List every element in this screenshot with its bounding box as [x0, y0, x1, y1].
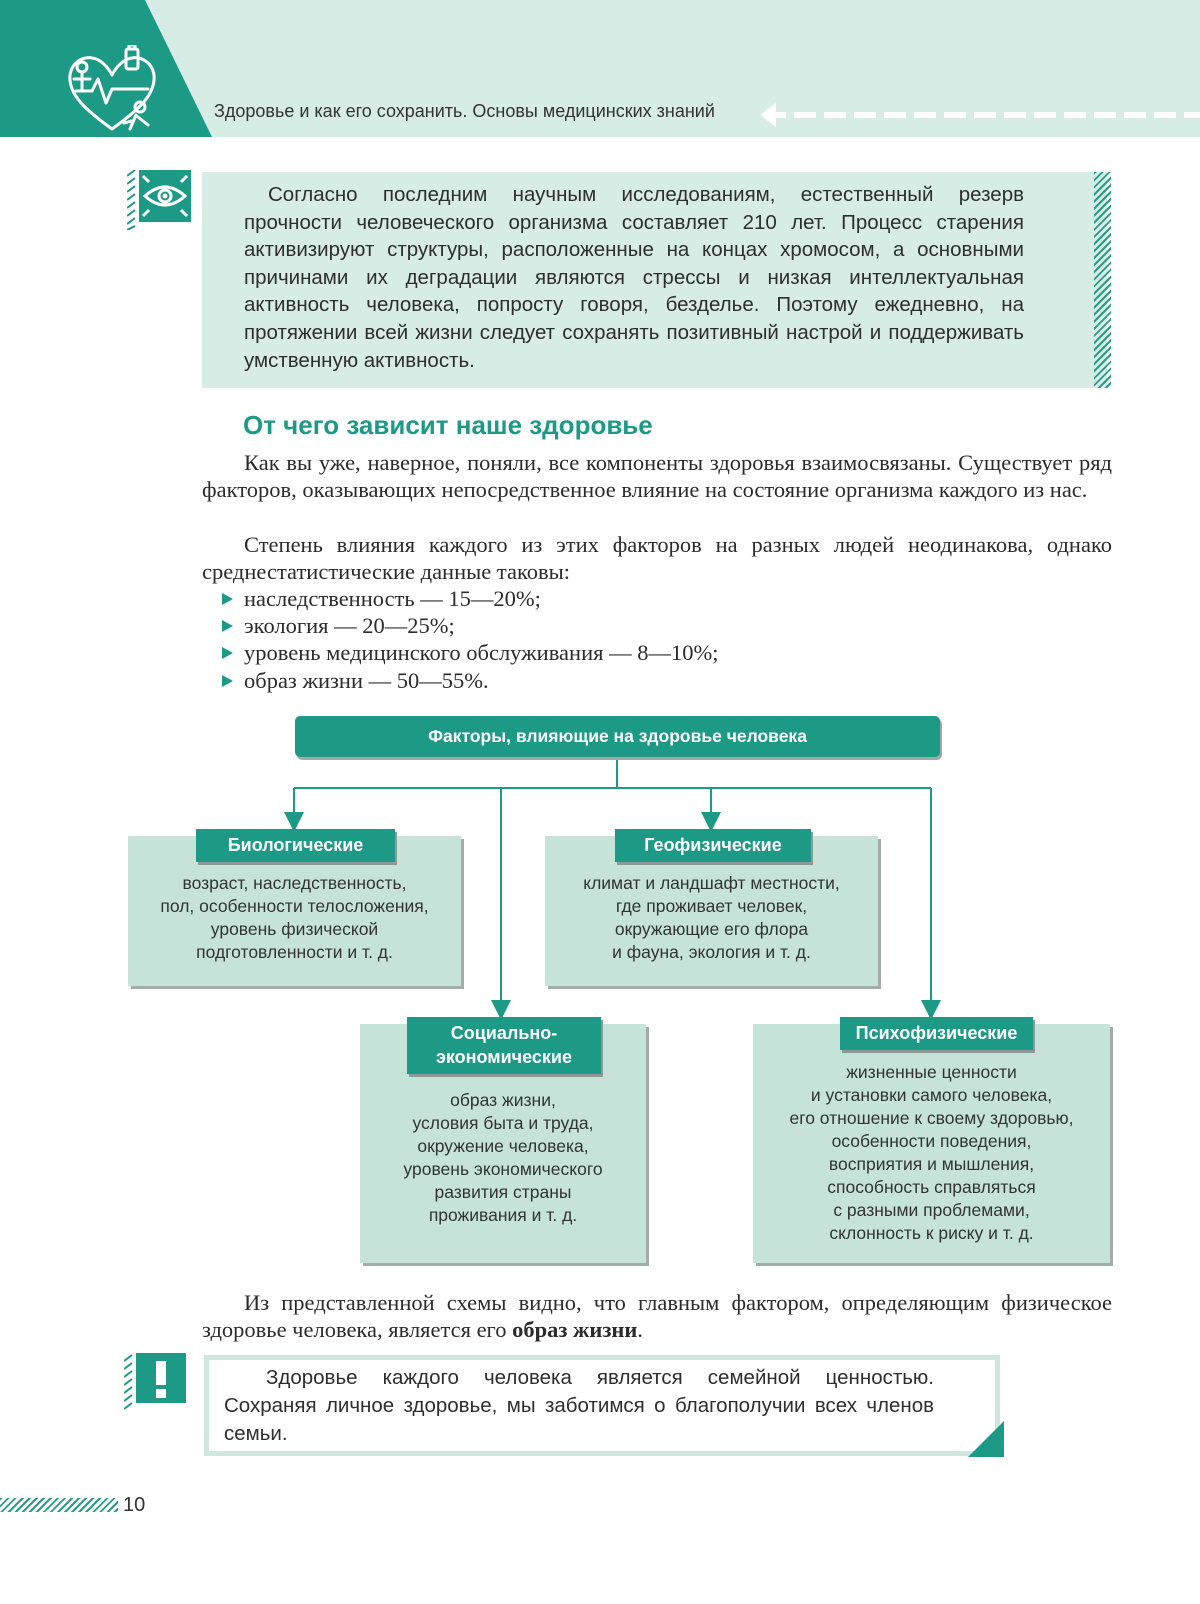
- header-arrow-icon: [760, 102, 1200, 132]
- card-title-line: экономические: [435, 1047, 573, 1067]
- card-line: особенности поведения,: [831, 1131, 1032, 1151]
- chapter-title: Здоровье и как его сохранить. Основы медицинских знаний: [214, 101, 715, 121]
- card-line: и фауна, экология и т. д.: [612, 942, 811, 962]
- card-body: [128, 872, 461, 964]
- conclusion-paragraph: [202, 1289, 1112, 1343]
- footer-hatch: [0, 1498, 118, 1512]
- paragraph-2: Степень влияния каждого из этих факторов на разных людей неодинакова, однако среднестатистические данные таковы:: [202, 532, 1112, 585]
- card-line: условия быта и труда,: [412, 1113, 594, 1133]
- info-box-hatch: [1094, 172, 1111, 388]
- conclusion-text: Из представленной схемы видно, что главным фактором, определяющим физическое здоровье человека, является его: [202, 1290, 1112, 1343]
- card-line: способность справляться: [827, 1177, 1036, 1197]
- health-logo-icon: [62, 45, 162, 137]
- card-line: с разными проблемами,: [833, 1200, 1030, 1220]
- card-line: подготовленности и т. д.: [196, 942, 393, 962]
- card-title-psychophysical: Психофизические: [840, 1017, 1033, 1050]
- card-line: и установки самого человека,: [810, 1085, 1053, 1105]
- card-line: возраст, наследственность,: [182, 873, 407, 893]
- list-item: образ жизни — 50—55%.: [220, 667, 718, 694]
- card-body: [545, 872, 878, 964]
- card-title-biological: Биологические: [196, 829, 395, 862]
- card-line: склонность к риску и т. д.: [829, 1223, 1034, 1243]
- card-line: окружающие его флора: [614, 919, 809, 939]
- card-line: уровень физической: [210, 919, 379, 939]
- card-title-geophysical: Геофизические: [615, 829, 811, 862]
- page-number: 10: [123, 1494, 146, 1516]
- card-body: [753, 1061, 1110, 1245]
- card-line: образ жизни,: [450, 1090, 556, 1110]
- card-line: его отношение к своему здоровью,: [789, 1108, 1074, 1128]
- list-item: наследственность — 15—20%;: [220, 585, 718, 612]
- card-line: жизненные ценности: [846, 1062, 1017, 1082]
- paragraph-1: Как вы уже, наверное, поняли, все компоненты здоровья взаимосвязаны. Существует ряд факторов, оказывающих непосредственное влияние на состояние организма каждого из нас.: [202, 450, 1112, 503]
- card-line: развития страны: [434, 1182, 572, 1202]
- card-line: уровень экономического: [403, 1159, 603, 1179]
- card-line: проживания и т. д.: [428, 1205, 578, 1225]
- info-text: Согласно последним научным исследованиям, естественный резерв прочности человеческого организма составляет 210 лет. Процесс старения активизируют структуры, расположенные на концах хромосом, а основными причинами их деградации являются стрессы и низкая интеллектуальная активность человека, попросту говоря, безделье. Поэтому ежедневно, на протяжении всей жизни следует сохранять позитивный настрой и поддерживать умственную активность.: [244, 183, 1024, 372]
- card-line: восприятия и мышления,: [828, 1154, 1035, 1174]
- list-item: экология — 20—25%;: [220, 612, 718, 639]
- eye-icon: [127, 170, 191, 230]
- factor-list: [220, 585, 718, 694]
- card-title-social-economic: [407, 1017, 601, 1074]
- card-title-line: Социально-: [450, 1023, 558, 1043]
- conclusion-text-end: .: [637, 1317, 643, 1343]
- conclusion-bold: образ жизни: [512, 1317, 638, 1343]
- card-psychophysical: [753, 1024, 1110, 1263]
- note-text: Здоровье каждого человека является семейной ценностью. Сохраняя личное здоровье, мы заботимся о благополучии всех членов семьи.: [224, 1366, 934, 1445]
- card-line: окружение человека,: [417, 1136, 589, 1156]
- card-line: пол, особенности телосложения,: [160, 896, 429, 916]
- card-line: климат и ландшафт местности,: [583, 873, 840, 893]
- exclamation-icon: [124, 1353, 188, 1415]
- section-heading: От чего зависит наше здоровье: [243, 410, 653, 440]
- diagram-title: Факторы, влияющие на здоровье человека: [295, 716, 940, 757]
- card-body: [360, 1089, 646, 1227]
- list-item: уровень медицинского обслуживания — 8—10%;: [220, 639, 718, 666]
- card-line: где проживает человек,: [615, 896, 808, 916]
